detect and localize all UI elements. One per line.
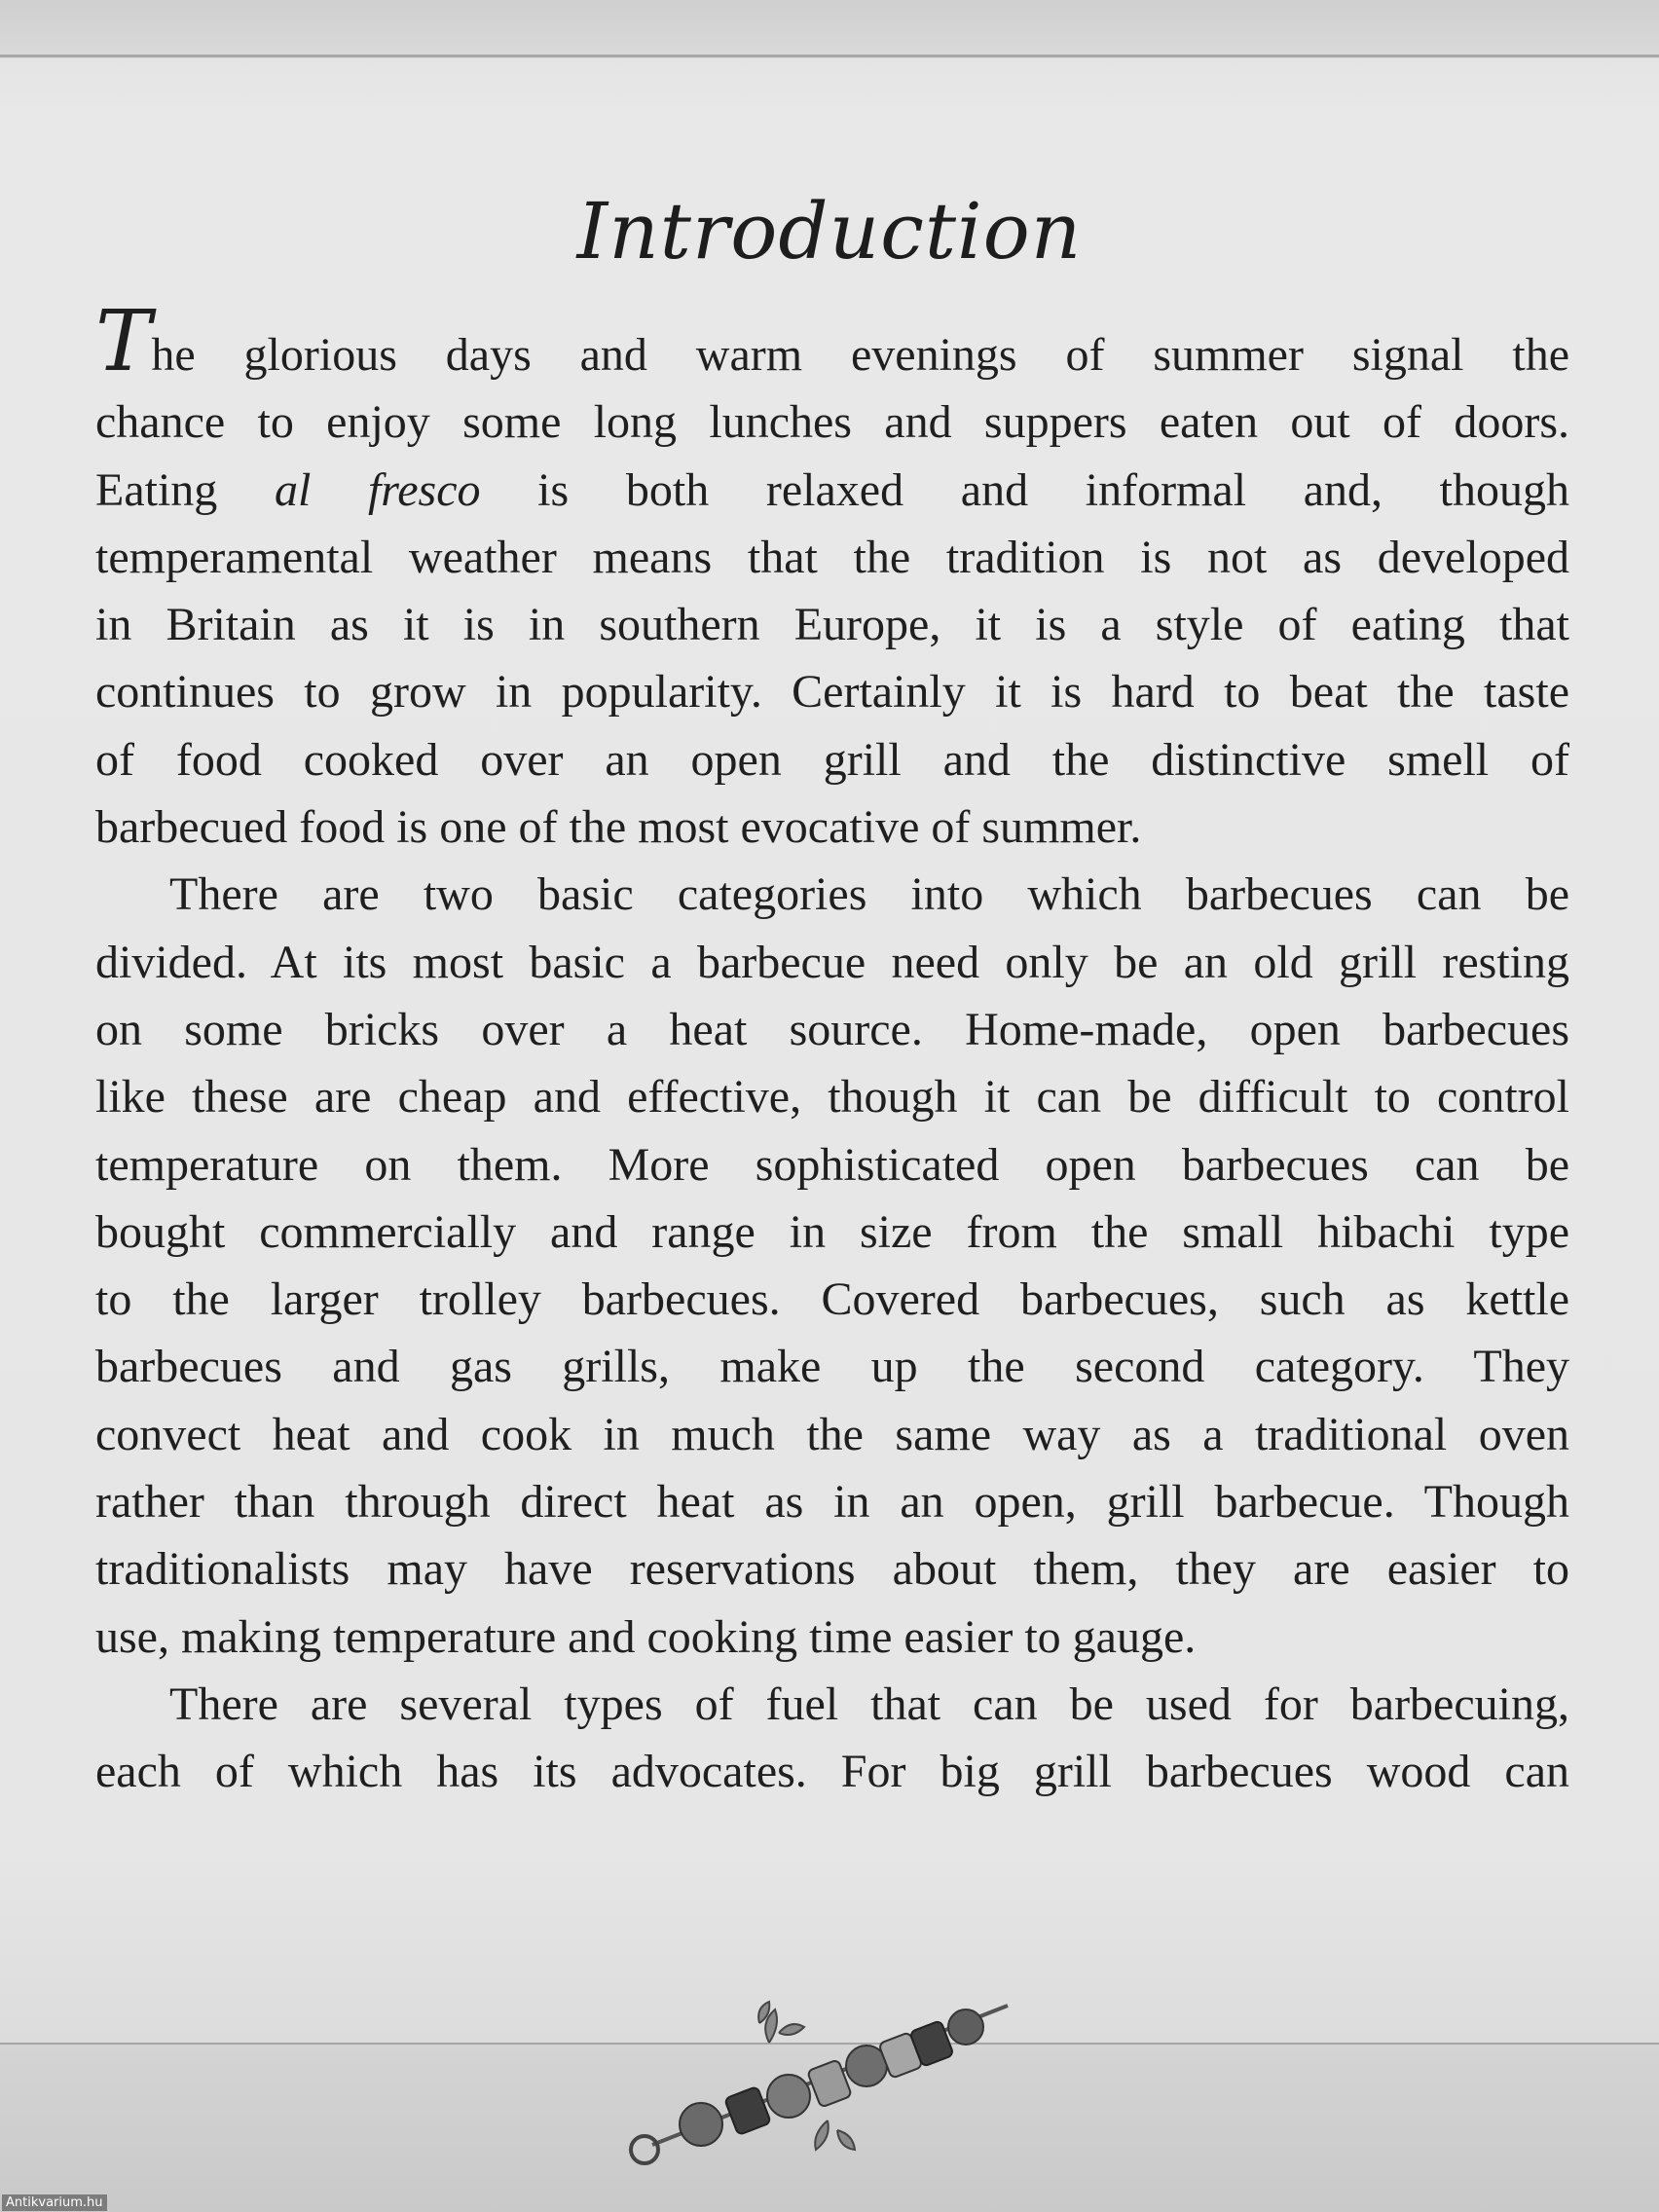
text-line: traditionalists may have reservations about them, they are easier to bbox=[95, 1543, 1569, 1596]
text-line: There are several types of fuel that can be used for barbecuing, bbox=[169, 1677, 1569, 1730]
text-line: on some bricks over a heat source. Home-made, open barbecues bbox=[95, 1003, 1569, 1055]
kebab-skewer-illustration bbox=[623, 1974, 1032, 2189]
top-margin-band bbox=[0, 0, 1659, 58]
text-line: chance to enjoy some long lunches and suppers eaten out of doors. bbox=[95, 396, 1569, 449]
text-line: each of which has its advocates. For big grill barbecues wood can bbox=[95, 1746, 1569, 1798]
tomato-piece bbox=[948, 2009, 983, 2045]
paragraph-1 bbox=[95, 293, 1570, 861]
meat-piece bbox=[724, 2086, 771, 2135]
text-line: in Britain as it is in southern Europe, it is a style of eating that bbox=[95, 599, 1569, 651]
top-rule bbox=[0, 55, 1659, 57]
text-line: barbecues and gas grills, make up the second category. They bbox=[95, 1341, 1569, 1393]
herb-leaf bbox=[758, 2002, 804, 2043]
italic-phrase: al fresco bbox=[274, 463, 481, 516]
text-line: of food cooked over an open grill and the distinctive smell of bbox=[95, 733, 1569, 786]
text-line: temperature on them. More sophisticated open barbecues can be bbox=[95, 1138, 1569, 1191]
tomato-piece bbox=[767, 2075, 810, 2118]
text-line: There are two basic categories into which barbecues can be bbox=[169, 868, 1569, 921]
drop-cap: T bbox=[95, 293, 152, 390]
watermark: Antikvarium.hu bbox=[2, 2194, 107, 2211]
text-line: convect heat and cook in much the same way as a traditional oven bbox=[95, 1408, 1569, 1460]
text-line: continues to grow in popularity. Certainly it is hard to beat the taste bbox=[95, 666, 1569, 719]
text-line: like these are cheap and effective, though it can be difficult to control bbox=[95, 1071, 1569, 1124]
herb-leaf bbox=[815, 2120, 855, 2150]
text-line: Eating al fresco is both relaxed and informal and, though bbox=[95, 463, 1570, 516]
tomato-piece bbox=[680, 2103, 722, 2146]
body-text bbox=[95, 293, 1570, 1806]
paragraph-2 bbox=[95, 861, 1569, 1671]
text-line: The glorious days and warm evenings of summer signal the bbox=[95, 293, 1569, 390]
skewer-ring bbox=[631, 2136, 658, 2163]
text-line: rather than through direct heat as in an open, grill barbecue. Though bbox=[95, 1476, 1569, 1529]
page-title: Introduction bbox=[576, 186, 1083, 276]
text-line: use, making temperature and cooking time easier to gauge. bbox=[95, 1610, 1197, 1663]
text-line: barbecued food is one of the most evocative of summer. bbox=[95, 801, 1142, 854]
text-line: bought commercially and range in size from the small hibachi type bbox=[95, 1205, 1569, 1258]
text-line: to the larger trolley barbecues. Covered barbecues, such as kettle bbox=[95, 1273, 1569, 1326]
text-line: temperamental weather means that the tradition is not as developed bbox=[95, 531, 1569, 583]
paragraph-3 bbox=[95, 1671, 1569, 1806]
text-line: divided. At its most basic a barbecue need only be an old grill resting bbox=[95, 936, 1569, 988]
